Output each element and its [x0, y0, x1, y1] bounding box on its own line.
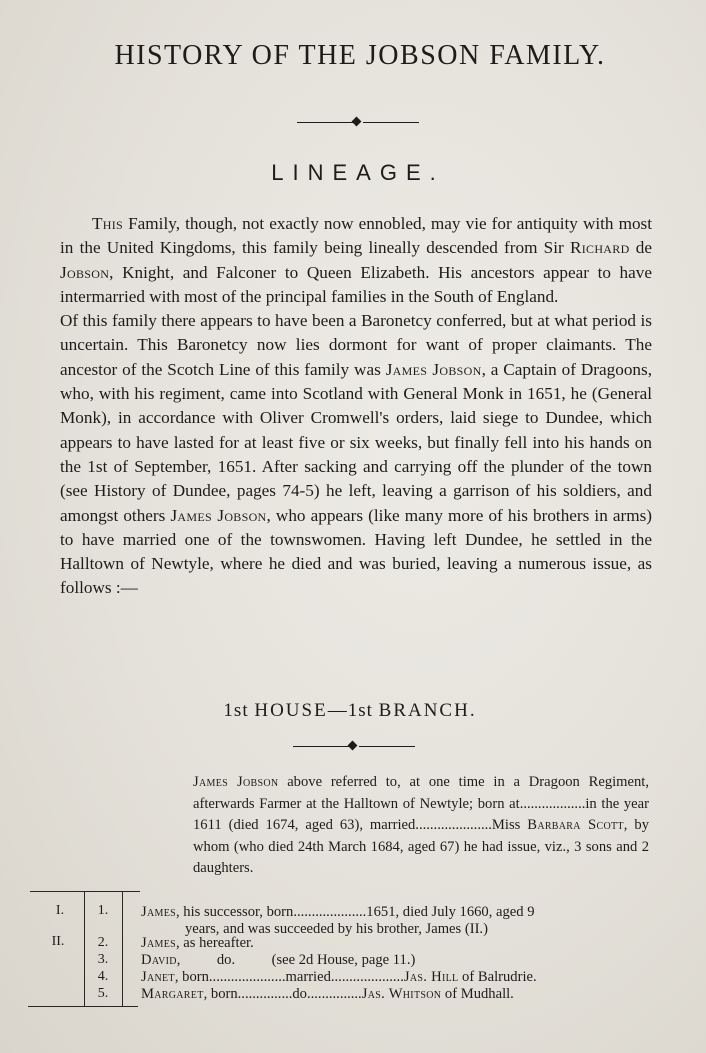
house-divider-ornament [348, 741, 358, 751]
title-divider-ornament [352, 117, 362, 127]
child-entry: James, his successor, born....................1651, died July 1660, aged 9 years, and was succeeded by his brother, James (II.) [141, 904, 535, 937]
table-bottom-rule [28, 1006, 138, 1007]
child-name: James [141, 935, 176, 951]
child-number: 3. [97, 952, 109, 967]
child-number: 1. [97, 903, 109, 918]
child-number: 4. [97, 969, 109, 984]
child-entry: Margaret, born...............do...............Jas. Whitson of Mudhall. [141, 986, 514, 1002]
table-divider-1 [84, 891, 85, 1006]
title-divider-left [297, 122, 353, 123]
spouse-name: Jas. Whitson [361, 986, 442, 1002]
section-heading: LINEAGE. [271, 160, 445, 185]
child-name: David [141, 952, 177, 968]
generation-marker: II. [51, 934, 65, 949]
child-entry: David, do. (see 2d House, page 11.) [141, 952, 416, 968]
generation-marker: I. [55, 903, 65, 918]
spouse-name: Jas. Hill [403, 969, 459, 985]
progenitor-entry: James Jobson above referred to, at one time in a Dragoon Regiment, afterwards Farmer at the Halltown of Newtyle; born at..................in the year 1611 (died 1674, aged 63), married.....................Miss Barbara Scott, by whom (who died 24th March 1684, aged 67) he had issue, viz., 3 sons and 2 daughters. [193, 774, 649, 876]
child-entry: James, as hereafter. [141, 935, 254, 951]
lineage-paragraph-1: This Family, though, not exactly now ennobled, may vie for antiquity with most in the United Kingdoms, this family being lineally descended from Sir Richard de Jobson, Knight, and Falconer to Queen Elizabeth. His ancestors appear to have intermarried with most of the principal families in the South of England. [60, 214, 652, 306]
child-number: 5. [97, 986, 109, 1001]
title-divider-right [363, 122, 419, 123]
name-james-jobson: James Jobson [385, 359, 482, 379]
name-james-jobson: James Jobson [170, 505, 267, 525]
lineage-paragraph-2: Of this family there appears to have been a Baronetcy conferred, but at what period is uncertain. This Baronetcy now lies dormont for want of proper claimants. The ancestor of the Scotch Line of this family was James Jobson, a Captain of Dragoons, who, with his regiment, came into Scotland with General Monk in 1651, he (General Monk), in accordance with Oliver Cromwell's orders, laid siege to Dundee, which appears to have lasted for at least five or six weeks, but finally fell into his hands on the 1st of September, 1651. After sacking and carrying off the plunder of the town (see History of Dundee, pages 74-5) he left, leaving a garrison of his soldiers, and amongst others James Jobson, who appears (like many more of his brothers in arms) to have married one of the townswomen. Having left Dundee, he settled in the Halltown of Newtyle, where he died and was buried, leaving a numerous issue, as follows :— [60, 311, 653, 598]
table-top-rule [30, 891, 140, 892]
name-richard: Richard [569, 238, 630, 258]
house-divider-right [359, 746, 415, 747]
house-heading: 1st HOUSE—1st BRANCH. [223, 700, 477, 721]
name-jobson: Jobson [60, 262, 110, 282]
child-name: Janet [141, 969, 175, 985]
lead-word: This [92, 214, 124, 233]
child-name: James [141, 904, 176, 920]
table-divider-2 [122, 891, 123, 1006]
page-title: HISTORY OF THE JOBSON FAMILY. [114, 40, 606, 71]
house-divider-left [293, 746, 349, 747]
spouse-name: Barbara Scott [527, 817, 624, 833]
child-number: 2. [97, 935, 109, 950]
child-entry: Janet, born.....................married....................Jas. Hill of Balrudrie. [141, 969, 537, 985]
lineage-text [60, 212, 652, 601]
name-james-jobson: James Jobson [193, 774, 279, 790]
child-name: Margaret [141, 986, 204, 1002]
